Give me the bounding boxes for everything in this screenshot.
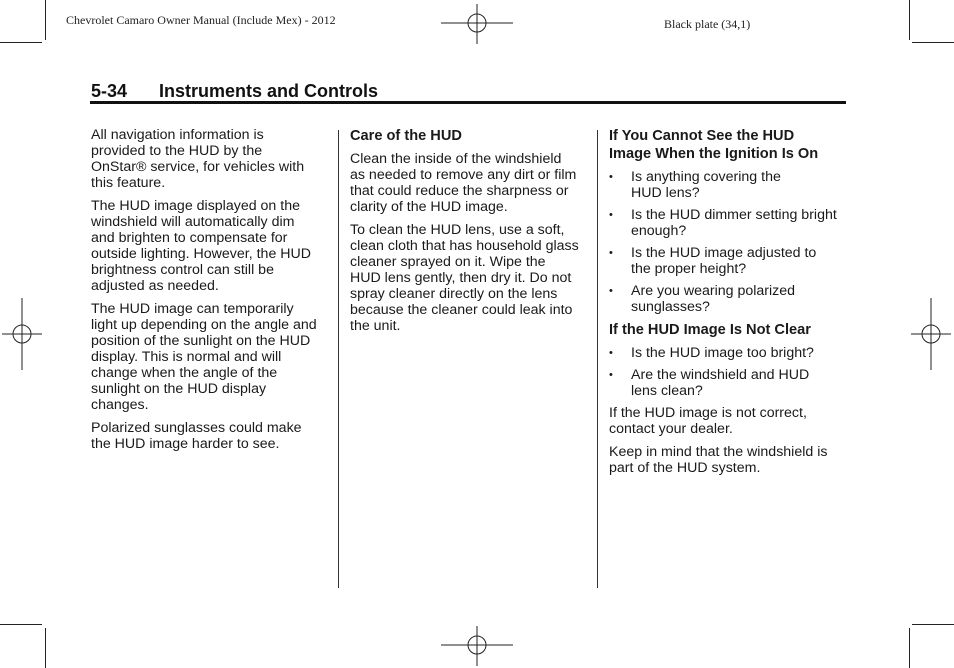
- hud-not-clear-heading: If the HUD Image Is Not Clear: [609, 322, 811, 338]
- list-item-text: Are the windshield and HUD lens clean?: [631, 367, 810, 399]
- bullet-icon: •: [609, 347, 613, 359]
- bullet-icon: •: [609, 209, 613, 221]
- list-item-text: Is the HUD image adjusted to the proper height?: [631, 245, 817, 277]
- crop-mark-top-left-h: [0, 42, 42, 43]
- paragraph: If the HUD image is not correct, contact your dealer.: [609, 405, 807, 437]
- list-item: [609, 367, 854, 399]
- cannot-see-hud-checklist: [609, 169, 854, 315]
- column-divider-2: [597, 130, 598, 588]
- page-number: 5-34: [91, 81, 128, 101]
- column-divider-1: [338, 130, 339, 588]
- column-3: [609, 127, 854, 483]
- paragraph: To clean the HUD lens, use a soft, clean cloth that has household glass cleaner sprayed on it. Wipe the HUD lens gently, then dry it. Do not spray cleaner directly on the lens because the cleaner could leak into the unit.: [350, 222, 579, 334]
- bullet-icon: •: [609, 247, 613, 259]
- list-item: [609, 245, 854, 277]
- cannot-see-hud-heading: If You Cannot See the HUD Image When the Ignition Is On: [609, 128, 819, 162]
- hud-not-clear-checklist: [609, 345, 854, 399]
- crop-mark-bottom-left-v: [45, 628, 46, 668]
- paragraph: Clean the inside of the windshield as needed to remove any dirt or film that could reduce the sharpness or clarity of the HUD image.: [350, 151, 577, 215]
- list-item: [609, 283, 854, 315]
- crop-mark-bottom-right-v: [909, 628, 910, 668]
- list-item: [609, 169, 854, 201]
- bullet-icon: •: [609, 171, 613, 183]
- paragraph: Keep in mind that the windshield is part of the HUD system.: [609, 444, 828, 476]
- list-item: [609, 207, 854, 239]
- crop-mark-top-left-v: [45, 0, 46, 40]
- paragraph: The HUD image displayed on the windshield will automatically dim and brighten to compensate for outside lighting. However, the HUD brightness control can still be adjusted as needed.: [91, 198, 312, 294]
- crop-mark-bottom-left-h: [0, 624, 42, 625]
- paragraph: The HUD image can temporarily light up depending on the angle and position of the sunlight on the HUD display. This is normal and will change when the angle of the sunlight on the HUD display changes.: [91, 301, 317, 413]
- bullet-icon: •: [609, 285, 613, 297]
- list-item-text: Is the HUD dimmer setting bright enough?: [631, 207, 837, 239]
- registration-mark-top: [441, 4, 513, 44]
- care-of-hud-heading: Care of the HUD: [350, 128, 462, 144]
- list-item-text: Are you wearing polarized sunglasses?: [631, 283, 796, 315]
- paragraph: Polarized sunglasses could make the HUD image harder to see.: [91, 420, 302, 452]
- bullet-icon: •: [609, 369, 613, 381]
- column-2: [350, 127, 592, 341]
- crop-mark-top-right-v: [909, 0, 910, 40]
- registration-mark-bottom: [441, 626, 513, 666]
- list-item-text: Is the HUD image too bright?: [631, 345, 814, 361]
- list-item-text: Is anything covering the HUD lens?: [631, 169, 781, 201]
- plate-label: Black plate (34,1): [664, 17, 751, 31]
- list-item: [609, 345, 854, 361]
- registration-mark-right: [911, 298, 951, 370]
- section-title: Instruments and Controls: [159, 81, 379, 101]
- registration-mark-left: [2, 298, 42, 370]
- crop-mark-bottom-right-h: [912, 624, 954, 625]
- section-rule: [90, 101, 846, 104]
- paragraph: All navigation information is provided to the HUD by the OnStar® service, for vehicles with this feature.: [91, 127, 305, 191]
- column-1: [91, 127, 331, 459]
- manual-title: Chevrolet Camaro Owner Manual (Include Mex) - 2012: [66, 13, 336, 27]
- crop-mark-top-right-h: [912, 42, 954, 43]
